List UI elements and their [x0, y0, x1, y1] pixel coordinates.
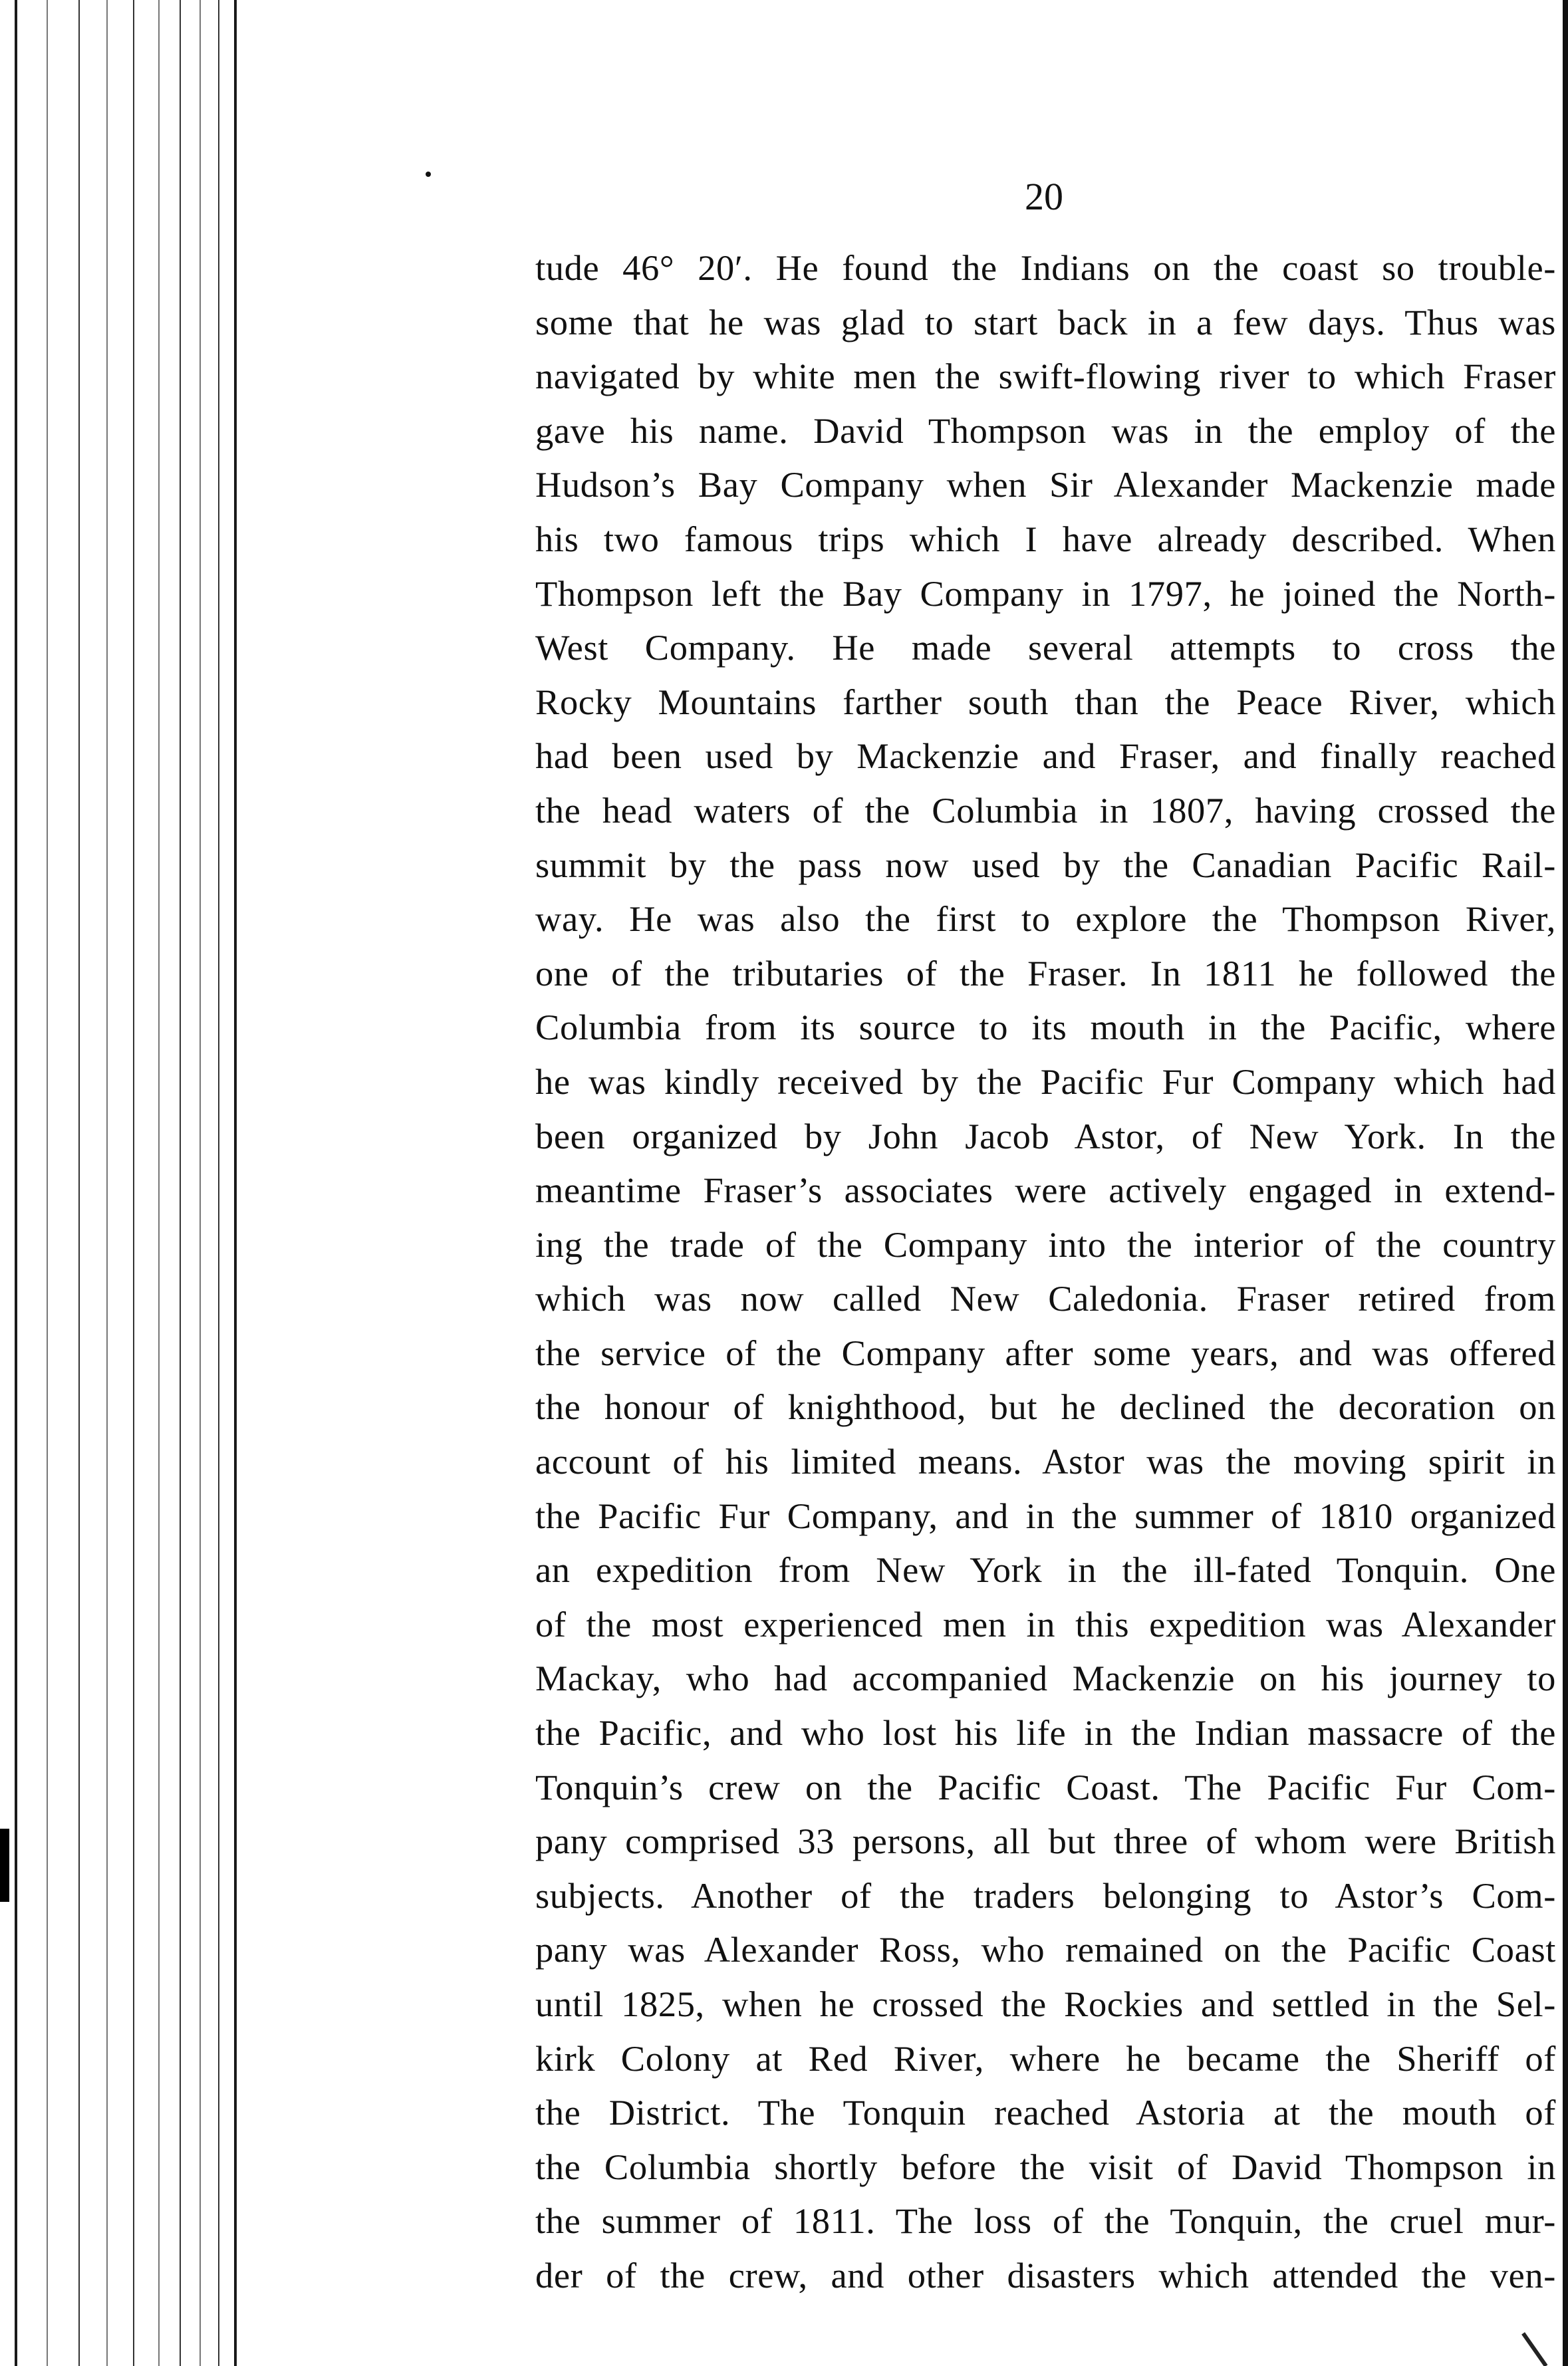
text-line: Thompson left the Bay Company in 1797, he joined the North- — [535, 573, 1556, 614]
page-edge-line — [218, 0, 219, 2366]
text-line: been organized by John Jacob Astor, of New York. In the — [535, 1115, 1556, 1156]
text-line: the honour of knighthood, but he declined the decoration on — [535, 1386, 1556, 1428]
page-edge-line — [47, 0, 48, 2366]
text-line: subjects. Another of the traders belonging to Astor’s Com- — [535, 1875, 1556, 1916]
text-line: pany comprised 33 persons, all but three of whom were British — [535, 1821, 1556, 1862]
corner-mark — [1521, 2332, 1547, 2366]
text-line: navigated by white men the swift-flowing river to which Fraser — [535, 356, 1556, 397]
text-line: his two famous trips which I have already described. When — [535, 518, 1556, 559]
text-line: the Columbia shortly before the visit of David Thompson in — [535, 2146, 1556, 2187]
text-line: the summer of 1811. The loss of the Tonquin, the cruel mur- — [535, 2200, 1556, 2242]
text-line: the Pacific Fur Company, and in the summer of 1810 organized — [535, 1495, 1556, 1536]
text-line: had been used by Mackenzie and Fraser, and finally reached — [535, 735, 1556, 777]
stray-ink-dot — [426, 172, 431, 177]
page-edge-line — [78, 0, 80, 2366]
page-edge-line — [133, 0, 134, 2366]
page-edge-line — [180, 0, 181, 2366]
page-number: 20 — [1025, 175, 1063, 218]
text-line: kirk Colony at Red River, where he became the Sheriff of — [535, 2037, 1556, 2079]
text-line: pany was Alexander Ross, who remained on the Pacific Coast — [535, 1929, 1556, 1970]
page-edge-line — [106, 0, 108, 2366]
text-line: the service of the Company after some years, and was offered — [535, 1332, 1556, 1373]
text-line: some that he was glad to start back in a few days. Thus was — [535, 301, 1556, 342]
right-page-edge — [1563, 0, 1568, 2366]
text-line: summit by the pass now used by the Canadian Pacific Rail- — [535, 844, 1556, 885]
text-line: der of the crew, and other disasters which attended the ven- — [535, 2254, 1556, 2296]
text-line: of the most experienced men in this expedition was Alexander — [535, 1603, 1556, 1644]
text-line: meantime Fraser’s associates were actively engaged in extend- — [535, 1170, 1556, 1211]
text-line: the Pacific, and who lost his life in the Indian massacre of the — [535, 1712, 1556, 1754]
text-line: Hudson’s Bay Company when Sir Alexander Mackenzie made — [535, 464, 1556, 505]
text-line: West Company. He made several attempts to cross the — [535, 627, 1556, 668]
page-edge-line — [234, 0, 237, 2366]
text-line: tude 46° 20′. He found the Indians on the coast so trouble- — [535, 247, 1556, 288]
text-line: Columbia from its source to its mouth in the Pacific, where — [535, 1007, 1556, 1048]
text-line: Mackay, who had accompanied Mackenzie on his journey to — [535, 1658, 1556, 1699]
text-line: until 1825, when he crossed the Rockies and settled in the Sel- — [535, 1984, 1556, 2024]
text-line: one of the tributaries of the Fraser. In 1811 he followed the — [535, 952, 1556, 993]
text-line: Tonquin’s crew on the Pacific Coast. The Pacific Fur Com- — [535, 1766, 1556, 1807]
text-line: which was now called New Caledonia. Fraser retired from — [535, 1278, 1556, 1319]
text-line: account of his limited means. Astor was the moving spirit in — [535, 1441, 1556, 1482]
page-edges — [0, 0, 253, 2366]
text-line: way. He was also the first to explore the Thompson River, — [535, 898, 1556, 940]
page-edge-line — [199, 0, 201, 2366]
binding-mark — [0, 1829, 9, 1902]
text-line: the head waters of the Columbia in 1807, having crossed the — [535, 789, 1556, 831]
page-edge-line — [158, 0, 160, 2366]
body-text — [535, 241, 1556, 2303]
page-edge-line — [15, 0, 17, 2366]
text-line: Rocky Mountains farther south than the Peace River, which — [535, 681, 1556, 722]
text-line: the District. The Tonquin reached Astoria at the mouth of — [535, 2092, 1556, 2133]
text-line: gave his name. David Thompson was in the employ of the — [535, 410, 1556, 451]
text-line: he was kindly received by the Pacific Fur Company which had — [535, 1061, 1556, 1102]
text-line: ing the trade of the Company into the interior of the country — [535, 1224, 1556, 1265]
text-line: an expedition from New York in the ill-fated Tonquin. One — [535, 1549, 1556, 1591]
